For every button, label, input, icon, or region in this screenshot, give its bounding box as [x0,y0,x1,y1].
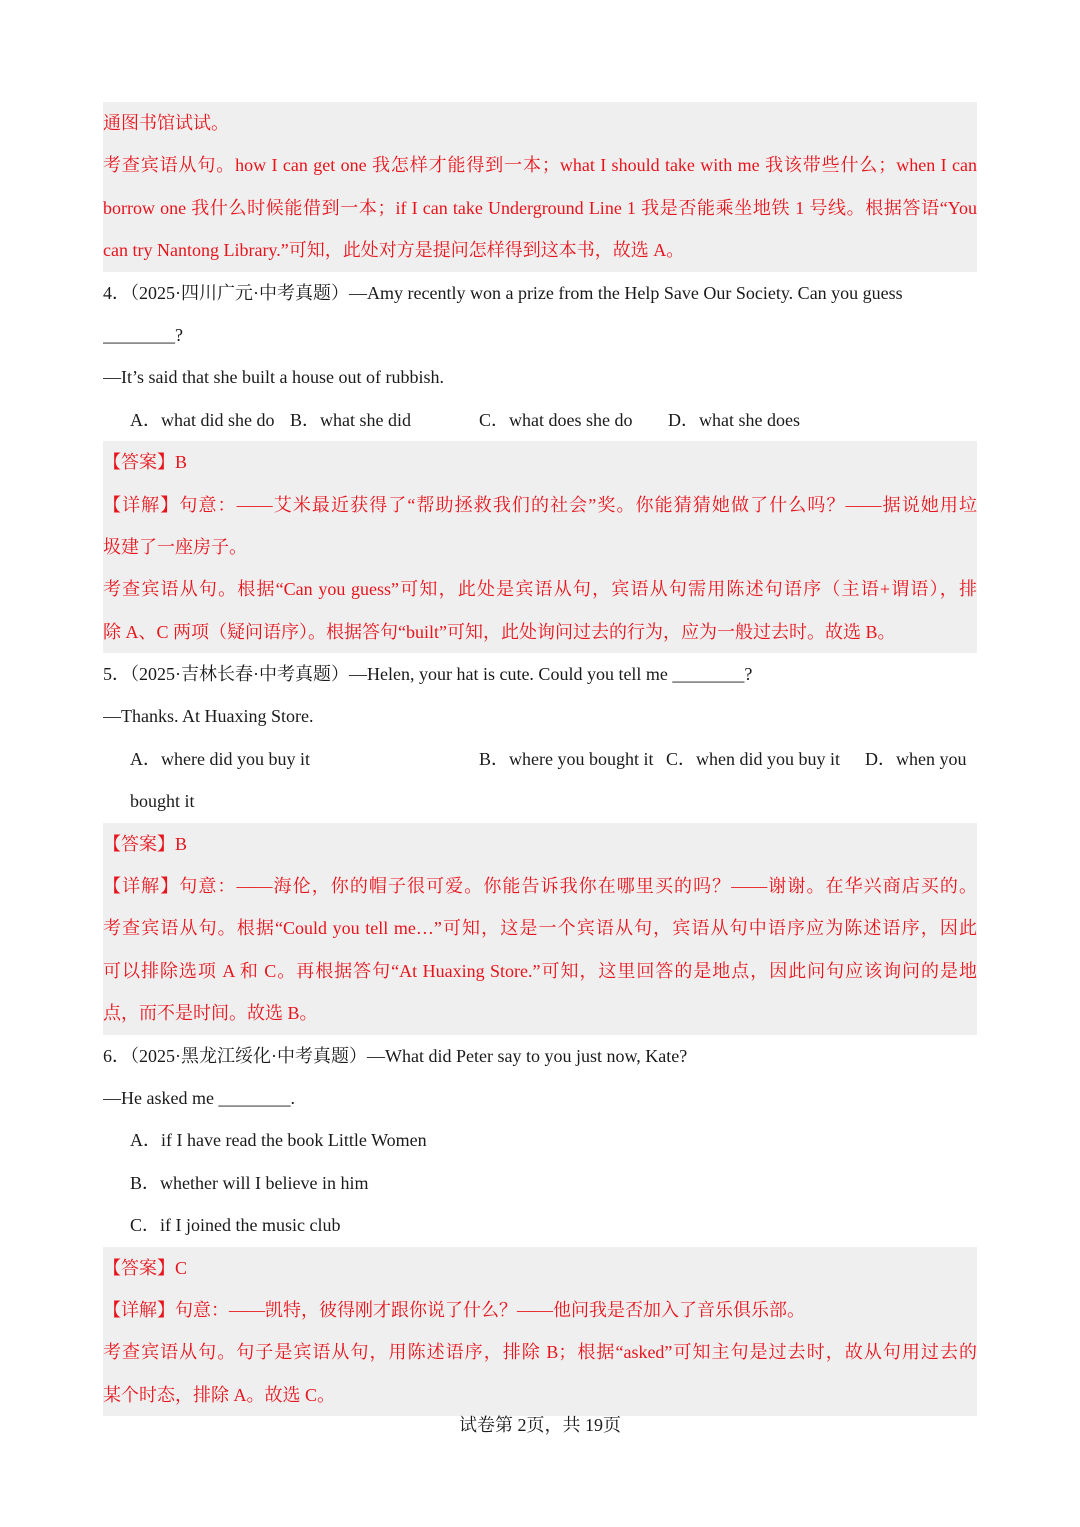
option-b: B．what she did [290,409,411,430]
question-stem: 6．（2025·黑龙江绥化·中考真题）—What did Peter say to you just now, Kate? [103,1045,688,1066]
detail-line: 考查宾语从句。根据“Can you guess”可知，此处是宾语从句，宾语从句需用陈述句语序（主语+谓语），排 [103,579,977,600]
detail-line: 考查宾语从句。句子是宾语从句，用陈述语序，排除 B；根据“asked”可知主句是过去时，故从句用过去的 [103,1342,977,1363]
page-footer: 试卷第 2页，共 19页 [459,1415,621,1435]
option-d-continued: bought it [130,791,195,812]
question-stem: 5．（2025·吉林长春·中考真题）—Helen, your hat is cute. Could you tell me ________? [103,664,753,685]
question-4 [103,272,977,442]
q3-explanation-line: can try Nantong Library.”可知，此处对方是提问怎样得到这本书，故选 A。 [103,240,685,261]
detail-line: 某个时态，排除 A。故选 C。 [103,1384,336,1405]
detail-line: 除 A、C 两项（疑问语序）。根据答句“built”可知，此处询问过去的行为，应为一般过去时。故选 B。 [103,621,896,642]
question-stem-blank: ________? [103,324,183,345]
option-b: B．whether will I believe in him [130,1172,369,1193]
option-d: D．what she does [668,409,800,430]
answer-label: 【答案】B [103,833,188,854]
answer-label: 【答案】B [103,452,188,473]
question-6 [103,1035,977,1247]
option-c: C．if I joined the music club [130,1215,341,1236]
option-c: C．when did you buy it [666,748,840,769]
detail-line: 考查宾语从句。根据“Could you tell me…”可知，这是一个宾语从句，宾语从句中语序应为陈述语序，因此 [103,918,977,939]
option-a: A．if I have read the book Little Women [130,1130,427,1151]
q5-answer-block [103,823,977,1035]
detail-line: 可以排除选项 A 和 C。再根据答句“At Huaxing Store.”可知，这里回答的是地点，因此问句应该询问的是地 [103,960,977,981]
option-a: A．where did you buy it [130,748,310,769]
question-reply: —Thanks. At Huaxing Store. [103,706,314,727]
question-reply: —It’s said that she built a house out of rubbish. [103,367,444,388]
option-c: C．what does she do [479,409,633,430]
detail-line: 圾建了一座房子。 [103,536,247,557]
q3-explanation-block [103,102,977,272]
q3-explanation-line: 通图书馆试试。 [103,113,229,133]
detail-line: 【详解】句意：——海伦，你的帽子很可爱。你能告诉我你在哪里买的吗？——谢谢。在华兴商店买的。 [103,876,977,897]
question-stem: 4．（2025·四川广元·中考真题）—Amy recently won a prize from the Help Save Our Society. Can you guess [103,282,903,303]
options-row [103,399,977,441]
q6-answer-block [103,1247,977,1417]
question-reply: —He asked me ________. [103,1087,295,1108]
question-5 [103,653,977,823]
q3-explanation-line: 考查宾语从句。how I can get one 我怎样才能得到一本；what I should take with me 我该带些什么；when I can [103,155,977,176]
option-d: D．when you [865,748,967,769]
detail-line: 【详解】句意：——艾米最近获得了“帮助拯救我们的社会”奖。你能猜猜她做了什么吗？——据说她用垃 [103,494,977,515]
exam-page [103,102,977,1416]
q4-answer-block [103,441,977,653]
detail-line: 点，而不是时间。故选 B。 [103,1003,318,1024]
answer-label: 【答案】C [103,1257,188,1278]
q3-explanation-line: borrow one 我什么时候能借到一本；if I can take Underground Line 1 我是否能乘坐地铁 1 号线。根据答语“You [103,197,977,218]
option-b: B．where you bought it [479,748,654,769]
options-row [103,738,977,780]
detail-line: 【详解】句意：——凯特，彼得刚才跟你说了什么？——他问我是否加入了音乐俱乐部。 [103,1299,805,1320]
option-a: A．what did she do [130,409,275,430]
